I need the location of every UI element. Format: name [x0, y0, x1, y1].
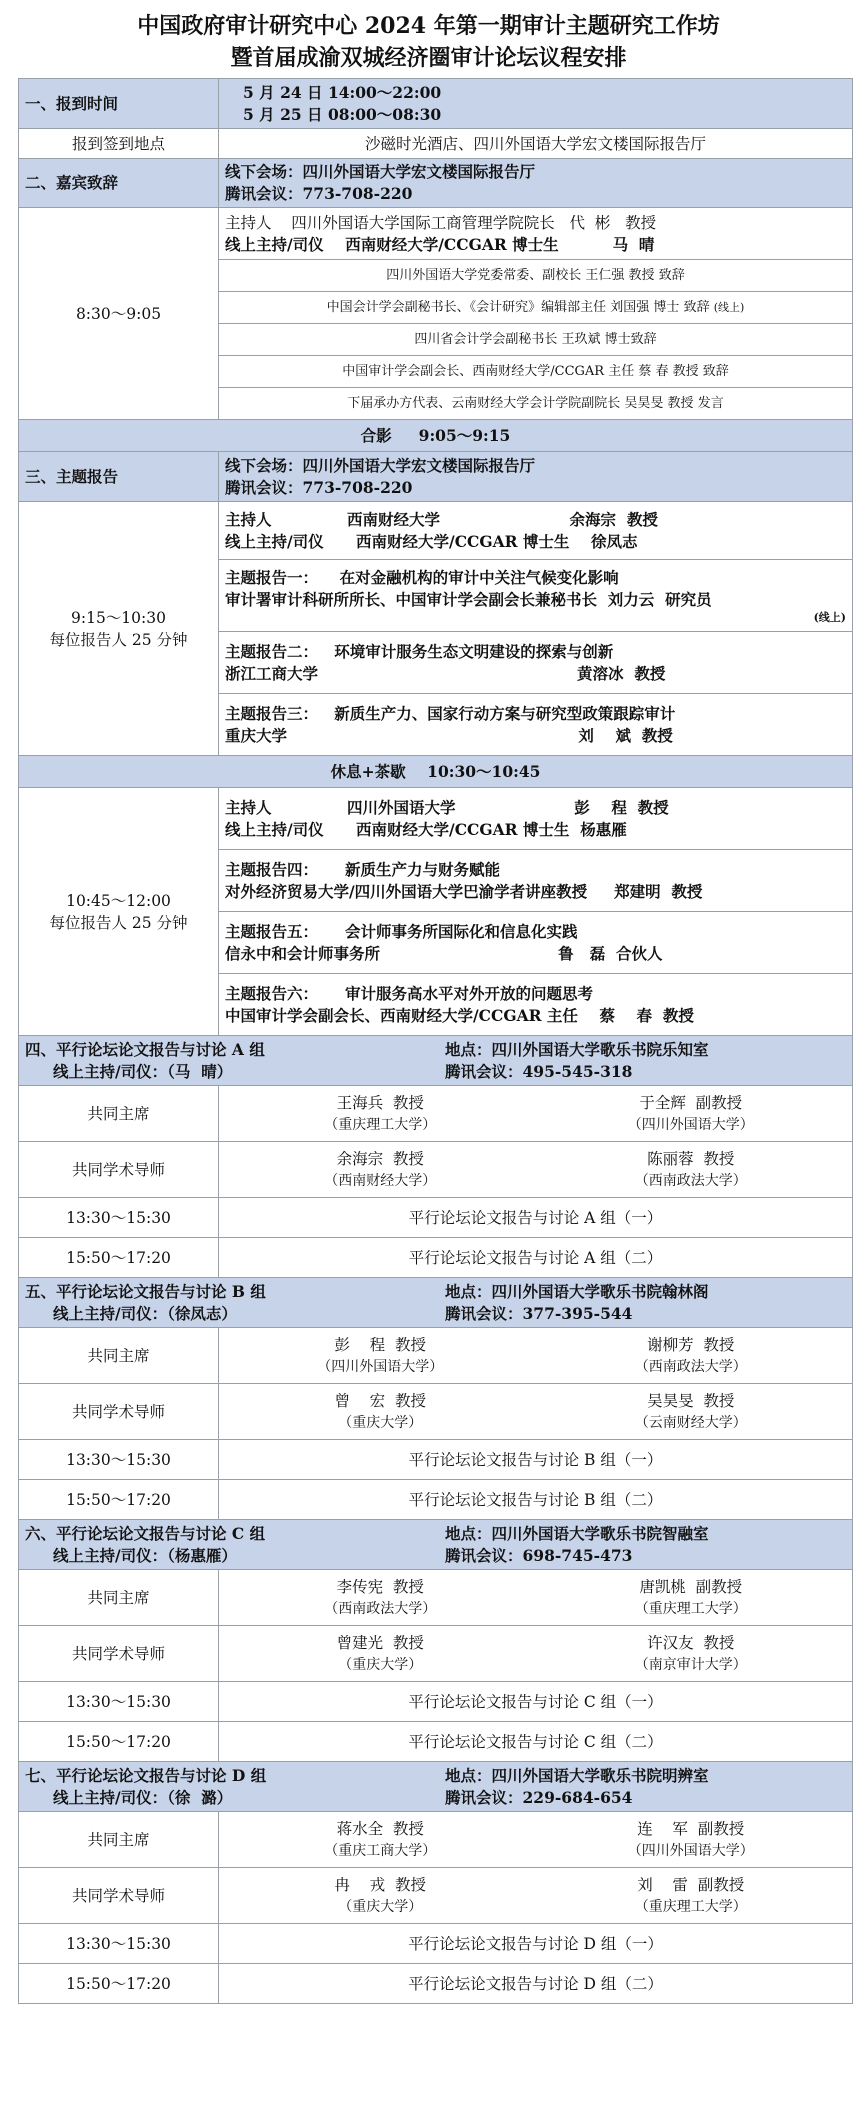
chairs: [219, 1812, 853, 1868]
mentor-2-org: （重庆理工大学）: [634, 1898, 747, 1915]
chair-label: 共同主席: [19, 1086, 219, 1142]
group-slot-row: [19, 1924, 853, 1964]
photo-band: 合影 9:05～9:15: [19, 420, 853, 452]
mentors: [219, 1626, 853, 1682]
online-host-line: 线上主持/司仪 西南财经大学/CCGAR 博士生 马 晴: [225, 234, 655, 254]
section-label: 三、主题报告: [19, 452, 219, 502]
report-title: 主题报告五： 会计师事务所国际化和信息化实践: [225, 921, 578, 941]
venue-online: 腾讯会议：773-708-220: [225, 184, 413, 203]
report-speaker: 重庆大学 刘 斌 教授: [225, 725, 673, 745]
chair-label: 共同主席: [19, 1570, 219, 1626]
slot-title: 平行论坛论文报告与讨论 A 组（一）: [219, 1198, 853, 1238]
keynote-report-6: [219, 974, 853, 1036]
group-online-host: 线上主持/司仪：（马 晴）: [53, 1061, 233, 1081]
slot-time: 13:30～15:30: [19, 1198, 219, 1238]
report-title: 主题报告一： 在对金融机构的审计中关注气候变化影响: [225, 567, 619, 587]
section-keynote-row: [19, 452, 853, 502]
greeting-host-row: [19, 208, 853, 260]
group-slot-row: [19, 1964, 853, 2004]
chairs: [219, 1328, 853, 1384]
chair-1-org: （重庆工商大学）: [324, 1842, 437, 1859]
group-title: 四、平行论坛论文报告与讨论 A 组: [25, 1039, 265, 1059]
speech-2: [219, 292, 853, 324]
keynote-report-1: [219, 560, 853, 632]
report-speaker: 审计署审计科研所所长、中国审计学会副会长兼秘书长 刘力云 研究员: [225, 589, 712, 609]
chair-2-name: 连 军 副教授: [637, 1819, 745, 1838]
online-host-line: 线上主持/司仪 西南财经大学/CCGAR 博士生 杨惠雁: [225, 819, 627, 839]
mentor-2-name: 吴昊旻 教授: [647, 1391, 735, 1410]
keynote2-hosts: [219, 788, 853, 850]
mentor-1-org: （重庆大学）: [338, 1656, 423, 1673]
slot-title: 平行论坛论文报告与讨论 B 组（一）: [219, 1440, 853, 1480]
report-note: (线上): [813, 610, 846, 624]
registration-place-row: [19, 129, 853, 159]
group-chair-row: [19, 1570, 853, 1626]
chair-1-name: 王海兵 教授: [336, 1093, 424, 1112]
group-online-host: 线上主持/司仪：（徐 潞）: [53, 1787, 233, 1807]
group-chair-row: [19, 1812, 853, 1868]
group-place: 地点：四川外国语大学歌乐书院智融室: [445, 1523, 709, 1543]
section-label: 二、嘉宾致辞: [19, 159, 219, 208]
group-mentor-row: [19, 1142, 853, 1198]
mentor-1-org: （西南财经大学）: [324, 1172, 437, 1189]
group-place: 地点：四川外国语大学歌乐书院乐知室: [445, 1039, 709, 1059]
group-mentor-row: [19, 1384, 853, 1440]
speech-5: 下届承办方代表、云南财经大学会计学院副院长 吴昊旻 教授 发言: [219, 388, 853, 420]
group-slot-row: [19, 1198, 853, 1238]
keynote-time-range: 9:15～10:30: [71, 608, 166, 627]
mentors: [219, 1384, 853, 1440]
speech-4: 中国审计学会副会长、西南财经大学/CCGAR 主任 蔡 春 教授 致辞: [219, 356, 853, 388]
report-speaker: 信永中和会计师事务所 鲁 磊 合伙人: [225, 943, 663, 963]
slot-title: 平行论坛论文报告与讨论 D 组（二）: [219, 1964, 853, 2004]
report-speaker: 中国审计学会副会长、西南财经大学/CCGAR 主任 蔡 春 教授: [225, 1005, 694, 1025]
host-line: 主持人 西南财经大学 余海宗 教授: [225, 509, 658, 529]
chair-1-name: 蒋水全 教授: [336, 1819, 424, 1838]
slot-time: 13:30～15:30: [19, 1682, 219, 1722]
mentors: [219, 1142, 853, 1198]
registration-time-1: 5 月 24 日 14:00～22:00: [243, 82, 442, 102]
mentors: [219, 1868, 853, 1924]
photo-row: [19, 420, 853, 452]
report-title: 主题报告四： 新质生产力与财务赋能: [225, 859, 500, 879]
page-title: [0, 0, 857, 74]
chair-label: 共同主席: [19, 1812, 219, 1868]
place-label: 报到签到地点: [19, 129, 219, 159]
chairs: [219, 1086, 853, 1142]
title-line-1: 中国政府审计研究中心 2024 年第一期审计主题研究工作坊: [137, 13, 720, 39]
keynote2-time: [19, 788, 219, 1036]
keynote2-time-range: 10:45～12:00: [66, 891, 171, 910]
registration-time-2: 5 月 25 日 08:00～08:30: [243, 104, 442, 124]
slot-title: 平行论坛论文报告与讨论 A 组（二）: [219, 1238, 853, 1278]
mentor-2-org: （南京审计大学）: [634, 1656, 747, 1673]
group-mentor-row: [19, 1868, 853, 1924]
slot-time: 13:30～15:30: [19, 1440, 219, 1480]
group-online-host: 线上主持/司仪：（杨惠雁）: [53, 1545, 237, 1565]
keynote-report-2: [219, 632, 853, 694]
mentor-1-org: （重庆大学）: [338, 1414, 423, 1431]
keynote-venue: [219, 452, 853, 502]
greeting-time: 8:30～9:05: [19, 208, 219, 420]
title-line-2: 暨首届成渝双城经济圈审计论坛议程安排: [230, 45, 627, 71]
group-chair-row: [19, 1328, 853, 1384]
greeting-venue: [219, 159, 853, 208]
chair-2-org: （重庆理工大学）: [634, 1600, 747, 1617]
mentor-2-name: 刘 雷 副教授: [637, 1875, 745, 1894]
group-slot-row: [19, 1238, 853, 1278]
mentor-1-name: 余海宗 教授: [336, 1149, 424, 1168]
chair-2-name: 于全辉 副教授: [639, 1093, 743, 1112]
mentor-2-org: （西南政法大学）: [634, 1172, 747, 1189]
break-band: 休息+茶歇 10:30～10:45: [19, 756, 853, 788]
group-header-row: [19, 1278, 853, 1328]
mentor-1-name: 曾 宏 教授: [334, 1391, 427, 1410]
keynote-report-4: [219, 850, 853, 912]
slot-time: 15:50～17:20: [19, 1722, 219, 1762]
chair-2-name: 唐凯桃 副教授: [639, 1577, 743, 1596]
slot-time: 13:30～15:30: [19, 1924, 219, 1964]
venue-offline: 线下会场：四川外国语大学宏文楼国际报告厅: [225, 455, 536, 475]
group-header: [19, 1762, 853, 1812]
group-slot-row: [19, 1440, 853, 1480]
report-title: 主题报告三： 新质生产力、国家行动方案与研究型政策跟踪审计: [225, 703, 676, 723]
mentor-2-org: （云南财经大学）: [634, 1414, 747, 1431]
section-label: 一、报到时间: [19, 79, 219, 129]
venue-offline: 线下会场：四川外国语大学宏文楼国际报告厅: [225, 162, 536, 181]
keynote2-host-row: [19, 788, 853, 850]
report-speaker: 对外经济贸易大学/四川外国语大学巴渝学者讲座教授 郑建明 教授: [225, 881, 703, 901]
host-line: 主持人 四川外国语大学国际工商管理学院院长 代 彬 教授: [225, 213, 657, 232]
group-title: 五、平行论坛论文报告与讨论 B 组: [25, 1281, 266, 1301]
break-row: [19, 756, 853, 788]
group-header: [19, 1520, 853, 1570]
chair-1-org: （四川外国语大学）: [317, 1358, 444, 1375]
speech-2-text: 中国会计学会副秘书长、《会计研究》编辑部主任 刘国强 博士 致辞: [326, 299, 710, 315]
slot-title: 平行论坛论文报告与讨论 C 组（二）: [219, 1722, 853, 1762]
keynote-report-5: [219, 912, 853, 974]
report-title: 主题报告六： 审计服务高水平对外开放的问题思考: [225, 983, 593, 1003]
slot-time: 15:50～17:20: [19, 1238, 219, 1278]
group-header-row: [19, 1762, 853, 1812]
slot-title: 平行论坛论文报告与讨论 D 组（一）: [219, 1924, 853, 1964]
greeting-hosts: [219, 208, 853, 260]
report-speaker: 浙江工商大学 黄溶冰 教授: [225, 663, 666, 683]
report-title: 主题报告二： 环境审计服务生态文明建设的探索与创新: [225, 641, 614, 661]
speech-1: 四川外国语大学党委常委、副校长 王仁强 教授 致辞: [219, 260, 853, 292]
group-meeting: 腾讯会议：229-684-654: [445, 1787, 633, 1807]
group-header-row: [19, 1520, 853, 1570]
group-slot-row: [19, 1480, 853, 1520]
host-line: 主持人 四川外国语大学 彭 程 教授: [225, 797, 669, 817]
mentor-label: 共同学术导师: [19, 1626, 219, 1682]
mentor-2-name: 陈丽蓉 教授: [647, 1149, 735, 1168]
group-meeting: 腾讯会议：495-545-318: [445, 1061, 633, 1081]
speech-2-note: (线上): [713, 300, 745, 314]
group-title: 六、平行论坛论文报告与讨论 C 组: [25, 1523, 266, 1543]
chair-1-org: （重庆理工大学）: [324, 1116, 437, 1133]
place-value: 沙磁时光酒店、四川外国语大学宏文楼国际报告厅: [219, 129, 853, 159]
group-slot-row: [19, 1682, 853, 1722]
mentor-label: 共同学术导师: [19, 1868, 219, 1924]
group-header: [19, 1036, 853, 1086]
chair-label: 共同主席: [19, 1328, 219, 1384]
parallel-groups: [19, 1036, 853, 2004]
group-meeting: 腾讯会议：698-745-473: [445, 1545, 633, 1565]
group-header-row: [19, 1036, 853, 1086]
chair-2-org: （四川外国语大学）: [627, 1116, 754, 1133]
slot-title: 平行论坛论文报告与讨论 C 组（一）: [219, 1682, 853, 1722]
group-header: [19, 1278, 853, 1328]
mentor-label: 共同学术导师: [19, 1142, 219, 1198]
online-host-line: 线上主持/司仪 西南财经大学/CCGAR 博士生 徐凤志: [225, 531, 638, 551]
chair-1-name: 李传宪 教授: [336, 1577, 424, 1596]
keynote-time: [19, 502, 219, 756]
chair-2-name: 谢柳芳 教授: [647, 1335, 735, 1354]
keynote-host-row: [19, 502, 853, 560]
group-meeting: 腾讯会议：377-395-544: [445, 1303, 633, 1323]
group-chair-row: [19, 1086, 853, 1142]
mentor-label: 共同学术导师: [19, 1384, 219, 1440]
mentor-1-org: （重庆大学）: [338, 1898, 423, 1915]
slot-time: 15:50～17:20: [19, 1480, 219, 1520]
chairs: [219, 1570, 853, 1626]
group-slot-row: [19, 1722, 853, 1762]
speech-3: 四川省会计学会副秘书长 王玖斌 博士致辞: [219, 324, 853, 356]
slot-time: 15:50～17:20: [19, 1964, 219, 2004]
group-online-host: 线上主持/司仪：（徐凤志）: [53, 1303, 237, 1323]
section-greeting-row: [19, 159, 853, 208]
section-registration-row: [19, 79, 853, 129]
mentor-1-name: 曾建光 教授: [336, 1633, 424, 1652]
slot-title: 平行论坛论文报告与讨论 B 组（二）: [219, 1480, 853, 1520]
group-place: 地点：四川外国语大学歌乐书院明辨室: [445, 1765, 709, 1785]
keynote2-time-note: 每位报告人 25 分钟: [49, 913, 188, 932]
group-place: 地点：四川外国语大学歌乐书院翰林阁: [445, 1281, 709, 1301]
chair-1-name: 彭 程 教授: [334, 1335, 427, 1354]
chair-2-org: （西南政法大学）: [634, 1358, 747, 1375]
registration-times: [219, 79, 853, 129]
group-mentor-row: [19, 1626, 853, 1682]
keynote-hosts: [219, 502, 853, 560]
chair-1-org: （西南政法大学）: [324, 1600, 437, 1617]
keynote-time-note: 每位报告人 25 分钟: [49, 630, 188, 649]
chair-2-org: （四川外国语大学）: [627, 1842, 754, 1859]
venue-online: 腾讯会议：773-708-220: [225, 477, 413, 497]
keynote-report-3: [219, 694, 853, 756]
agenda-table: [18, 78, 853, 2004]
group-title: 七、平行论坛论文报告与讨论 D 组: [25, 1765, 267, 1785]
mentor-1-name: 冉 戎 教授: [334, 1875, 427, 1894]
mentor-2-name: 许汉友 教授: [647, 1633, 735, 1652]
